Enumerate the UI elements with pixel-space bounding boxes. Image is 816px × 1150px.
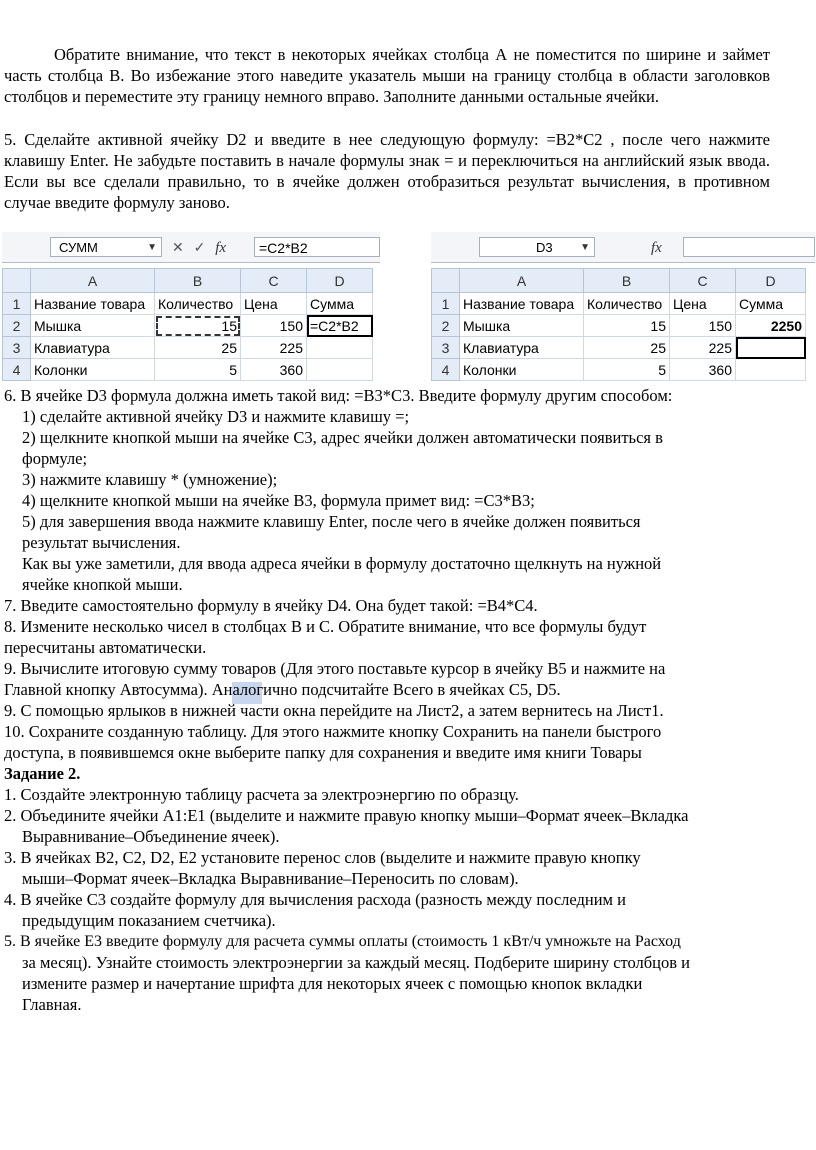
formula-input[interactable]: =C2*B2 bbox=[254, 237, 380, 257]
column-header-c[interactable]: C bbox=[241, 269, 307, 293]
cell[interactable]: Название товара bbox=[460, 293, 584, 315]
cell[interactable]: Колонки bbox=[31, 359, 155, 381]
step-9-line: Главной кнопку Автосумма). Аналогично подсчитайте Всего в ячейках С5, D5. bbox=[4, 680, 561, 699]
cell[interactable]: Колонки bbox=[460, 359, 584, 381]
column-header-d[interactable]: D bbox=[307, 269, 373, 293]
task-2-step-3: мыши–Формат ячеек–Вкладка Выравнивание–Переносить по словам). bbox=[22, 869, 519, 888]
cell[interactable]: 15 bbox=[584, 315, 670, 337]
formula-bar bbox=[2, 232, 380, 263]
task-2-step-4: предыдущим показанием счетчика). bbox=[22, 911, 276, 930]
cell[interactable]: 360 bbox=[670, 359, 736, 381]
task-2-step-4: 4. В ячейке С3 создайте формулу для вычисления расхода (разность между последним и bbox=[4, 890, 626, 909]
cell[interactable]: 225 bbox=[670, 337, 736, 359]
row-header[interactable]: 1 bbox=[432, 293, 460, 315]
cell-grid bbox=[431, 268, 806, 381]
row-header[interactable]: 4 bbox=[432, 359, 460, 381]
table-row bbox=[432, 315, 806, 337]
note-line: Как вы уже заметили, для ввода адреса ячейки в формулу достаточно щелкнуть на нужной bbox=[22, 554, 662, 573]
step-7-line: 7. Введите самостоятельно формулу в ячейку D4. Она будет такой: =В4*С4. bbox=[4, 596, 538, 615]
cell[interactable]: 25 bbox=[584, 337, 670, 359]
cell-referenced-c2[interactable]: 150 bbox=[241, 315, 307, 337]
task-2-heading: Задание 2. bbox=[4, 764, 81, 783]
task-2-step-5: 5. В ячейке Е3 введите формулу для расчета суммы оплаты (стоимость 1 кВт/ч умножьте на Расход bbox=[4, 933, 681, 950]
cell-grid bbox=[2, 268, 373, 381]
task-2-step-5: измените размер и начертание шрифта для некоторых ячеек с помощью кнопок вкладки bbox=[22, 974, 643, 993]
table-row bbox=[432, 337, 806, 359]
cell[interactable] bbox=[307, 359, 373, 381]
name-box[interactable] bbox=[50, 237, 162, 257]
cell[interactable]: Мышка bbox=[460, 315, 584, 337]
column-headers bbox=[3, 269, 373, 293]
substep-line: 3) нажмите клавишу * (умножение); bbox=[22, 470, 278, 489]
cell[interactable]: Цена bbox=[241, 293, 307, 315]
table-row bbox=[3, 293, 373, 315]
substep-line: 5) для завершения ввода нажмите клавишу Enter, после чего в ячейке должен появиться bbox=[22, 512, 641, 531]
cell[interactable]: 5 bbox=[584, 359, 670, 381]
table-row bbox=[3, 337, 373, 359]
cell[interactable]: Количество bbox=[584, 293, 670, 315]
column-header-d[interactable]: D bbox=[736, 269, 806, 293]
cell[interactable]: Мышка bbox=[31, 315, 155, 337]
column-header-a[interactable]: A bbox=[31, 269, 155, 293]
task-2-step-2: Выравнивание–Объединение ячеек). bbox=[22, 827, 280, 846]
cell[interactable] bbox=[736, 359, 806, 381]
substep-line: 1) сделайте активной ячейку D3 и нажмите клавишу =; bbox=[22, 407, 410, 426]
step-5-paragraph: 5. Сделайте активной ячейку D2 и введите в нее следующую формулу: =В2*С2 , после чего нажмите клавишу Enter. Не забудьте поставить в начале формулы знак = и переключиться на английский язык ввода. Если вы все сделали правильно, то в ячейке должен отобразиться результат вычисления, в противном случае введите формулу заново. bbox=[4, 130, 770, 212]
cell-referenced-b2[interactable]: 15 bbox=[155, 315, 241, 337]
row-header[interactable]: 4 bbox=[3, 359, 31, 381]
substep-line: результат вычисления. bbox=[22, 533, 181, 552]
chevron-down-icon[interactable]: ▼ bbox=[580, 242, 590, 253]
formula-buttons bbox=[172, 237, 232, 257]
cell-result-d2[interactable]: 2250 bbox=[736, 315, 806, 337]
name-box[interactable] bbox=[479, 237, 595, 257]
cell[interactable] bbox=[307, 337, 373, 359]
step-8-line: 8. Измените несколько чисел в столбцах В и С. Обратите внимание, что все формулы будут bbox=[4, 617, 647, 636]
name-box-value: СУММ bbox=[59, 240, 98, 255]
column-header-b[interactable]: B bbox=[584, 269, 670, 293]
table-row bbox=[3, 315, 373, 337]
column-header-a[interactable]: A bbox=[460, 269, 584, 293]
formula-input[interactable] bbox=[683, 237, 815, 257]
cell[interactable]: Количество bbox=[155, 293, 241, 315]
spreadsheet-screenshot-left bbox=[2, 232, 380, 384]
table-row bbox=[432, 359, 806, 381]
cell[interactable]: 150 bbox=[670, 315, 736, 337]
table-row bbox=[432, 293, 806, 315]
task-2-step-2: 2. Объедините ячейки А1:Е1 (выделите и нажмите правую кнопку мыши–Формат ячеек–Вкладка bbox=[4, 806, 689, 825]
substep-line: 2) щелкните кнопкой мыши на ячейке С3, адрес ячейки должен автоматически появиться в bbox=[22, 428, 663, 447]
row-header[interactable]: 3 bbox=[3, 337, 31, 359]
row-header[interactable]: 2 bbox=[3, 315, 31, 337]
cell[interactable]: Цена bbox=[670, 293, 736, 315]
spreadsheet-screenshot-right bbox=[431, 232, 815, 384]
task-2-step-5: за месяц). Узнайте стоимость электроэнергии за каждый месяц. Подберите ширину столбцов и bbox=[22, 953, 691, 972]
step-9-line: 9. Вычислите итоговую сумму товаров (Для этого поставьте курсор в ячейку В5 и нажмите на bbox=[4, 659, 666, 678]
cell-active-d2[interactable]: =C2*B2 bbox=[307, 315, 373, 337]
column-header-c[interactable]: C bbox=[670, 269, 736, 293]
task-2-step-1: 1. Создайте электронную таблицу расчета за электроэнергию по образцу. bbox=[4, 785, 519, 804]
cell[interactable]: 360 bbox=[241, 359, 307, 381]
substep-line: формуле; bbox=[22, 449, 88, 468]
step-8-line: пересчитаны автоматически. bbox=[4, 638, 207, 657]
row-header[interactable]: 2 bbox=[432, 315, 460, 337]
step-6-line: 6. В ячейке D3 формула должна иметь такой вид: =В3*С3. Введите формулу другим способом: bbox=[4, 386, 673, 405]
confirm-icon[interactable]: ✓ bbox=[193, 239, 206, 255]
table-row bbox=[3, 359, 373, 381]
cell[interactable]: Клавиатура bbox=[460, 337, 584, 359]
corner-cell[interactable] bbox=[432, 269, 460, 293]
chevron-down-icon[interactable]: ▼ bbox=[147, 242, 157, 253]
insert-function-icon[interactable]: fx bbox=[215, 240, 227, 256]
step-9b-line: 9. С помощью ярлыков в нижней части окна перейдите на Лист2, а затем вернитесь на Лист1. bbox=[4, 701, 664, 720]
cell[interactable]: Сумма bbox=[736, 293, 806, 315]
name-box-value: D3 bbox=[536, 240, 553, 255]
cell[interactable]: Сумма bbox=[307, 293, 373, 315]
step-10-line: 10. Сохраните созданную таблицу. Для этого нажмите кнопку Сохранить на панели быстрого bbox=[4, 722, 662, 741]
insert-function-icon[interactable]: fx bbox=[651, 240, 662, 256]
cell[interactable]: 5 bbox=[155, 359, 241, 381]
column-headers bbox=[432, 269, 806, 293]
row-header[interactable]: 3 bbox=[432, 337, 460, 359]
row-header[interactable]: 1 bbox=[3, 293, 31, 315]
corner-cell[interactable] bbox=[3, 269, 31, 293]
intro-paragraph-1: Обратите внимание, что текст в некоторых ячейках столбца А не поместится по ширине и займет часть столбца В. Во избежание этого наведите указатель мыши на границу столбца в области заголовков столбцов и переместите эту границу немного вправо. Заполните данными остальные ячейки. bbox=[4, 45, 770, 106]
substep-line: 4) щелкните кнопкой мыши на ячейке В3, формула примет вид: =С3*В3; bbox=[22, 491, 535, 510]
cell[interactable]: Название товара bbox=[31, 293, 155, 315]
formula-bar bbox=[431, 232, 815, 263]
cancel-icon[interactable]: ✕ bbox=[172, 239, 184, 255]
cell[interactable]: 25 bbox=[155, 337, 241, 359]
formula-buttons bbox=[651, 237, 668, 257]
column-header-b[interactable]: B bbox=[155, 269, 241, 293]
note-line: ячейке кнопкой мыши. bbox=[22, 575, 183, 594]
cell[interactable]: Клавиатура bbox=[31, 337, 155, 359]
task-2-step-3: 3. В ячейках В2, С2, D2, Е2 установите перенос слов (выделите и нажмите правую кнопку bbox=[4, 848, 641, 867]
cell-active-d3[interactable] bbox=[736, 337, 806, 359]
cell[interactable]: 225 bbox=[241, 337, 307, 359]
task-2-step-5: Главная. bbox=[22, 995, 82, 1014]
step-10-line: доступа, в появившемся окне выберите папку для сохранения и введите имя книги Товары bbox=[4, 743, 642, 762]
